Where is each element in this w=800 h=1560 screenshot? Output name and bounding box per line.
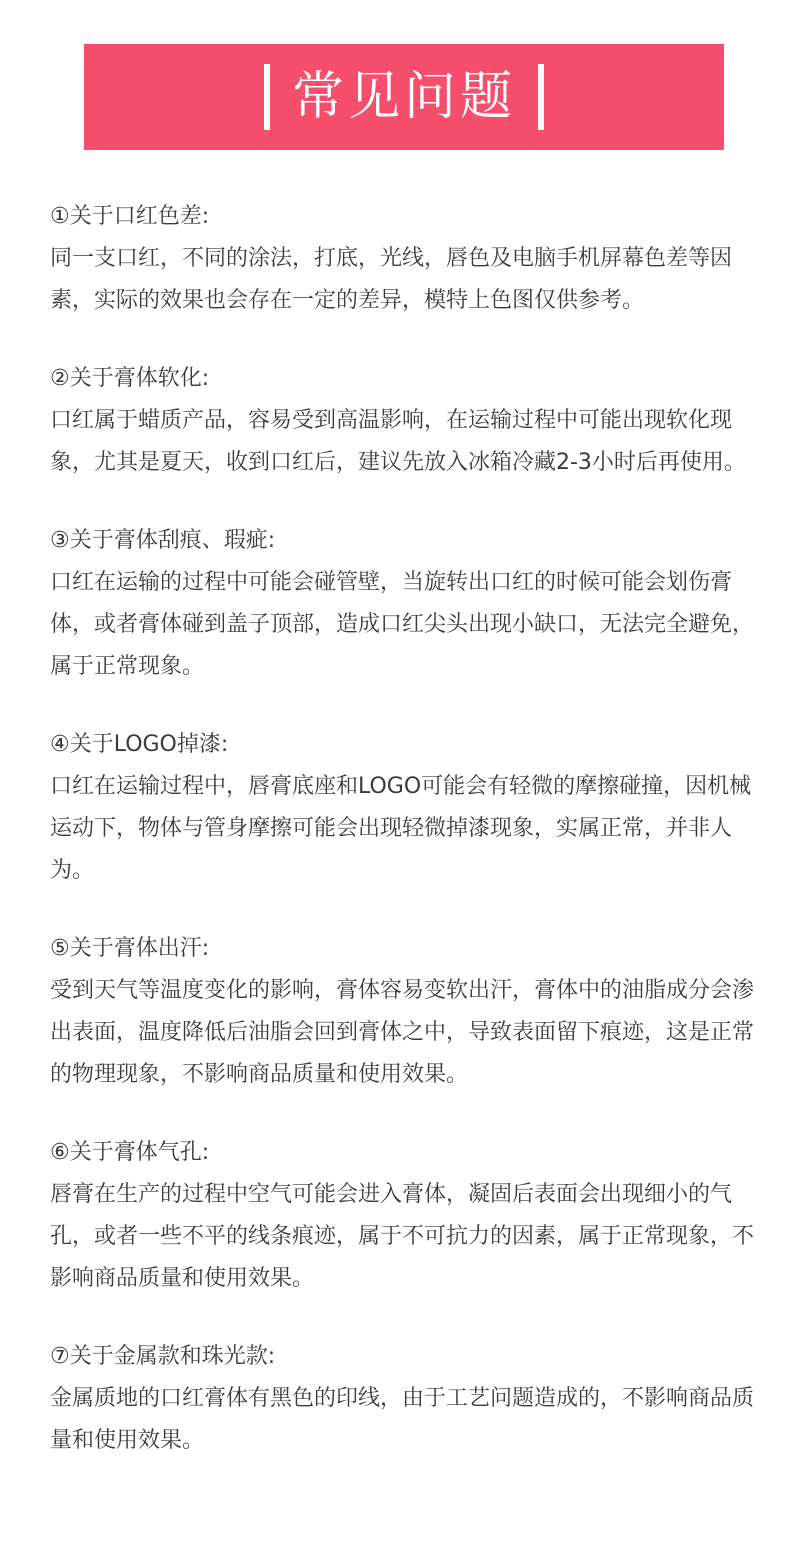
faq-item [50,1336,756,1462]
faq-answer: 金属质地的口红膏体有黑色的印线，由于工艺问题造成的，不影响商品质量和使用效果。 [50,1386,755,1453]
page-title: 常见问题 [291,67,516,127]
faq-list [50,196,756,1498]
faq-answer: 受到天气等温度变化的影响，膏体容易变软出汗，膏体中的油脂成分会渗出表面，温度降低后油脂会回到膏体之中，导致表面留下痕迹，这是正常的物理现象，不影响商品质量和使用效果。 [50,978,755,1087]
faq-answer: 口红在运输过程中，唇膏底座和LOGO可能会有轻微的摩擦碰撞，因机械运动下，物体与管身摩擦可能会出现轻微掉漆现象，实属正常，并非人为。 [50,774,752,883]
faq-answer: 口红在运输的过程中可能会碰管壁，当旋转出口红的时候可能会划伤膏体，或者膏体碰到盖子顶部，造成口红尖头出现小缺口，无法完全避免，属于正常现象。 [50,570,755,679]
faq-item [50,358,756,484]
right-divider-bar [538,64,544,130]
faq-item [50,724,756,892]
faq-question: ③关于膏体刮痕、瑕疵: [50,528,276,553]
faq-answer: 同一支口红，不同的涂法，打底，光线，唇色及电脑手机屏幕色差等因素，实际的效果也会存在一定的差异，模特上色图仅供参考。 [50,246,733,313]
left-divider-bar [264,64,270,130]
faq-question: ⑤关于膏体出汗: [50,936,210,961]
faq-item [50,196,756,322]
faq-answer: 口红属于蜡质产品，容易受到高温影响，在运输过程中可能出现软化现象，尤其是夏天，收到口红后，建议先放入冰箱冷藏2-3小时后再使用。 [50,408,746,475]
faq-item [50,928,756,1096]
header-banner [84,44,724,150]
faq-question: ①关于口红色差: [50,204,210,229]
faq-item [50,520,756,688]
faq-answer: 唇膏在生产的过程中空气可能会进入膏体，凝固后表面会出现细小的气孔，或者一些不平的线条痕迹，属于不可抗力的因素，属于正常现象，不影响商品质量和使用效果。 [50,1182,755,1291]
faq-question: ②关于膏体软化: [50,366,210,391]
faq-question: ⑥关于膏体气孔: [50,1140,210,1165]
faq-item [50,1132,756,1300]
faq-question: ④关于LOGO掉漆: [50,732,229,757]
faq-question: ⑦关于金属款和珠光款: [50,1344,276,1369]
